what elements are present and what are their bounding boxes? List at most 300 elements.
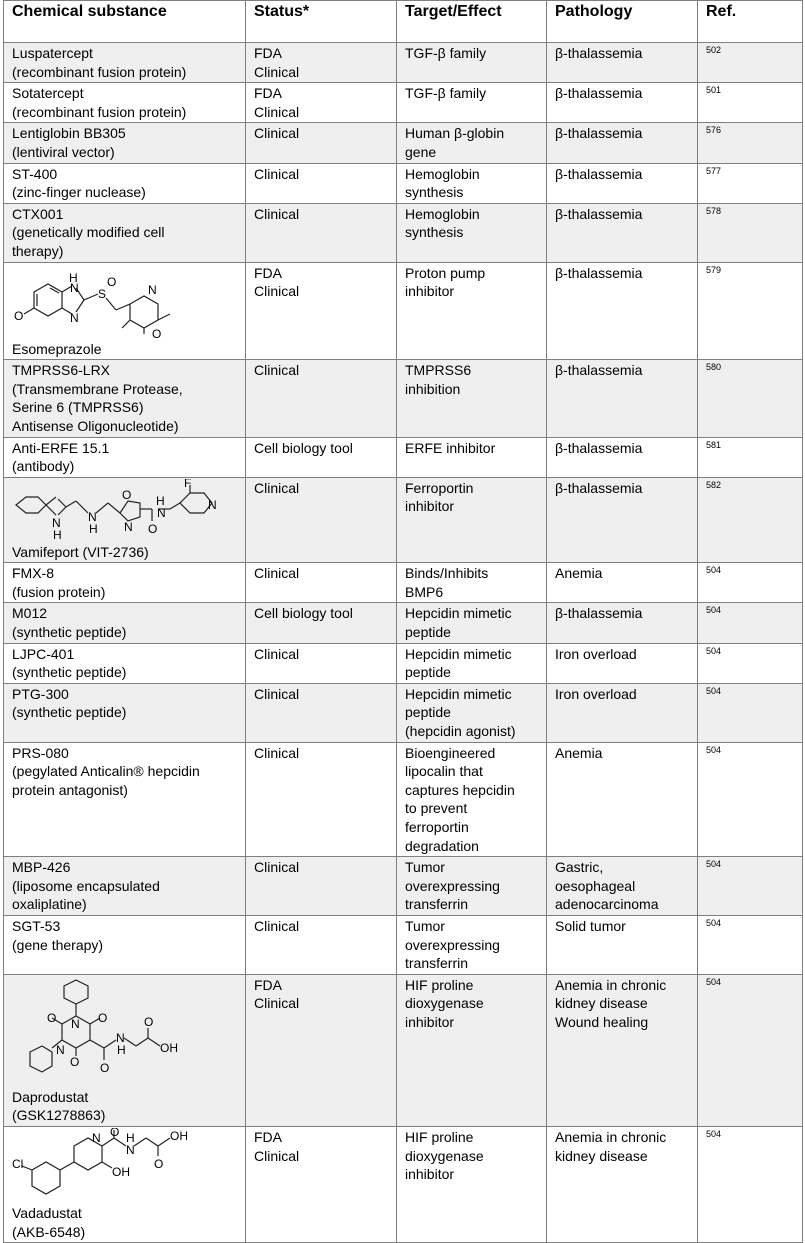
cell-pathology bbox=[547, 857, 698, 916]
cell-name bbox=[4, 974, 246, 1126]
cell-pathology bbox=[547, 974, 698, 1126]
target-line: Bioengineered bbox=[405, 744, 496, 761]
ref-number: 504 bbox=[706, 685, 722, 696]
cell-status bbox=[246, 123, 397, 163]
target-line: inhibition bbox=[405, 380, 461, 397]
header-row bbox=[4, 1, 803, 43]
ref-number: 501 bbox=[706, 85, 722, 96]
name-line: LJPC-401 bbox=[12, 645, 75, 662]
cell-name bbox=[4, 360, 246, 437]
status-line: Clinical bbox=[254, 283, 300, 300]
atom-label: N bbox=[88, 509, 97, 524]
pathology-line: Anemia bbox=[555, 565, 603, 582]
atom-label: O bbox=[122, 487, 132, 502]
atom-label: S bbox=[98, 286, 107, 301]
name-line: (AKB-6548) bbox=[12, 1223, 86, 1240]
name-line: M012 bbox=[12, 605, 48, 622]
table-row bbox=[4, 742, 803, 857]
target-line: transferrin bbox=[405, 955, 469, 972]
cell-ref bbox=[698, 477, 803, 563]
name-line: Daprodustat bbox=[12, 1088, 89, 1105]
ref-number: 504 bbox=[706, 917, 722, 928]
ref-number: 504 bbox=[706, 859, 722, 870]
pathology-line: adenocarcinoma bbox=[555, 896, 659, 913]
target-line: Hepcidin mimetic bbox=[405, 685, 512, 702]
atom-label: O bbox=[154, 1156, 164, 1171]
target-line: Hepcidin mimetic bbox=[405, 605, 512, 622]
header-chemical-substance: Chemical substance bbox=[4, 1, 246, 43]
cell-target bbox=[397, 437, 547, 477]
cell-name bbox=[4, 683, 246, 742]
name-line: Esomeprazole bbox=[12, 340, 102, 357]
ref-number: 576 bbox=[706, 125, 722, 136]
cell-pathology bbox=[547, 683, 698, 742]
target-line: peptide bbox=[405, 664, 451, 681]
pathology-line: Anemia in chronic bbox=[555, 976, 667, 993]
cell-target bbox=[397, 742, 547, 857]
cell-status bbox=[246, 477, 397, 563]
cell-target bbox=[397, 262, 547, 360]
cell-status bbox=[246, 974, 397, 1126]
target-line: ferroportin bbox=[405, 819, 469, 835]
ref-number: 504 bbox=[706, 605, 722, 616]
table-row bbox=[4, 262, 803, 360]
cell-status bbox=[246, 83, 397, 123]
vadadustat-structure bbox=[12, 1128, 212, 1204]
cell-pathology bbox=[547, 203, 698, 262]
cell-ref bbox=[698, 683, 803, 742]
cell-target bbox=[397, 360, 547, 437]
name-line: (antibody) bbox=[12, 458, 75, 475]
cell-ref bbox=[698, 123, 803, 163]
pathology-line: Solid tumor bbox=[555, 917, 626, 934]
cell-name bbox=[4, 857, 246, 916]
target-line: peptide bbox=[405, 624, 451, 641]
target-line: synthesis bbox=[405, 184, 464, 201]
atom-label: N bbox=[56, 1042, 65, 1057]
pathology-line: β-thalassemia bbox=[555, 165, 643, 182]
status-line: Clinical bbox=[254, 103, 300, 120]
cell-target bbox=[397, 477, 547, 563]
target-line: BMP6 bbox=[405, 583, 444, 600]
cell-ref bbox=[698, 563, 803, 603]
name-line: (liposome encapsulated bbox=[12, 877, 160, 894]
daprodustat-structure bbox=[12, 976, 212, 1088]
cell-ref bbox=[698, 43, 803, 83]
status-line: FDA bbox=[254, 1128, 282, 1145]
target-line: degradation bbox=[405, 837, 479, 854]
table-row bbox=[4, 123, 803, 163]
target-line: TGF-β family bbox=[405, 45, 487, 61]
cell-status bbox=[246, 360, 397, 437]
cell-name bbox=[4, 123, 246, 163]
name-line: Anti-ERFE 15.1 bbox=[12, 439, 110, 456]
target-line: dioxygenase bbox=[405, 1147, 484, 1164]
cell-status bbox=[246, 163, 397, 203]
target-line: Tumor bbox=[405, 859, 445, 876]
name-line: Sotatercept bbox=[12, 85, 84, 102]
atom-label: O bbox=[14, 308, 24, 323]
cell-name bbox=[4, 163, 246, 203]
cell-name bbox=[4, 1126, 246, 1242]
cell-pathology bbox=[547, 1126, 698, 1242]
name-line: (pegylated Anticalin® hepcidin bbox=[12, 763, 200, 780]
table-row bbox=[4, 603, 803, 643]
cell-target bbox=[397, 203, 547, 262]
name-line: (GSK1278863) bbox=[12, 1107, 106, 1124]
status-line: Clinical bbox=[254, 165, 300, 182]
cell-ref bbox=[698, 262, 803, 360]
cell-ref bbox=[698, 603, 803, 643]
name-line: (gene therapy) bbox=[12, 936, 104, 953]
status-line: Clinical bbox=[254, 859, 300, 876]
cell-status bbox=[246, 742, 397, 857]
pathology-line: kidney disease bbox=[555, 1147, 648, 1164]
target-line: Tumor bbox=[405, 917, 445, 934]
atom-label: O bbox=[110, 1127, 120, 1139]
cell-target bbox=[397, 643, 547, 683]
ref-number: 580 bbox=[706, 362, 722, 373]
atom-label: N bbox=[124, 519, 133, 534]
atom-label: N bbox=[70, 280, 79, 295]
cell-target bbox=[397, 123, 547, 163]
name-line: (lentiviral vector) bbox=[12, 143, 115, 160]
atom-label: O bbox=[47, 1010, 57, 1025]
ref-number: 581 bbox=[706, 439, 722, 450]
cell-target bbox=[397, 563, 547, 603]
cell-pathology bbox=[547, 43, 698, 83]
name-line: (synthetic peptide) bbox=[12, 704, 127, 721]
table-row bbox=[4, 360, 803, 437]
atom-label: N bbox=[116, 1030, 125, 1045]
name-line: SGT-53 bbox=[12, 917, 61, 934]
status-line: Cell biology tool bbox=[254, 605, 353, 622]
cell-name bbox=[4, 262, 246, 360]
target-line: HIF proline bbox=[405, 1128, 474, 1145]
name-line: ST-400 bbox=[12, 165, 58, 182]
cell-target bbox=[397, 1126, 547, 1242]
cell-target bbox=[397, 857, 547, 916]
cell-ref bbox=[698, 915, 803, 974]
ref-number: 577 bbox=[706, 165, 722, 176]
name-line: Antisense Oligonucleotide) bbox=[12, 417, 179, 434]
target-line: inhibitor bbox=[405, 283, 455, 300]
table-row bbox=[4, 915, 803, 974]
target-line: overexpressing bbox=[405, 877, 500, 894]
target-line: Human β-globin bbox=[405, 125, 505, 142]
name-line: (genetically modified cell bbox=[12, 224, 165, 241]
name-line: (recombinant fusion protein) bbox=[12, 103, 187, 120]
cell-ref bbox=[698, 203, 803, 262]
target-line: synthesis bbox=[405, 224, 464, 241]
name-line: protein antagonist) bbox=[12, 781, 128, 798]
cell-ref bbox=[698, 360, 803, 437]
atom-label: O bbox=[144, 1014, 154, 1029]
cell-status bbox=[246, 262, 397, 360]
cell-ref bbox=[698, 643, 803, 683]
cell-name bbox=[4, 742, 246, 857]
ref-number: 504 bbox=[706, 565, 722, 576]
atom-label: F bbox=[184, 478, 192, 490]
target-line: inhibitor bbox=[405, 1166, 455, 1183]
pathology-line: oesophageal bbox=[555, 877, 636, 894]
cell-ref bbox=[698, 742, 803, 857]
atom-label: N bbox=[208, 497, 217, 512]
atom-label: O bbox=[107, 274, 117, 289]
status-line: Clinical bbox=[254, 917, 300, 934]
atom-label: H bbox=[156, 493, 165, 508]
name-line: Vadadustat bbox=[12, 1204, 82, 1221]
target-line: TGF-β family bbox=[405, 85, 487, 102]
esomeprazole-structure bbox=[12, 264, 212, 340]
header-pathology: Pathology bbox=[547, 1, 698, 43]
atom-label: H bbox=[69, 270, 78, 285]
status-line: Clinical bbox=[254, 995, 300, 1012]
pathology-line: kidney disease bbox=[555, 995, 648, 1012]
target-line: Hemoglobin bbox=[405, 205, 480, 222]
name-line: (synthetic peptide) bbox=[12, 664, 127, 681]
cell-ref bbox=[698, 83, 803, 123]
pathology-line: β-thalassemia bbox=[555, 605, 643, 622]
cell-name bbox=[4, 203, 246, 262]
target-line: dioxygenase bbox=[405, 995, 484, 1012]
cell-name bbox=[4, 43, 246, 83]
status-line: Clinical bbox=[254, 744, 300, 761]
cell-status bbox=[246, 43, 397, 83]
cell-pathology bbox=[547, 563, 698, 603]
pathology-line: β-thalassemia bbox=[555, 125, 643, 142]
name-line: therapy) bbox=[12, 242, 64, 259]
target-line: TMPRSS6 bbox=[405, 362, 472, 379]
cell-target bbox=[397, 974, 547, 1126]
pathology-line: β-thalassemia bbox=[555, 45, 643, 61]
ref-number: 582 bbox=[706, 479, 722, 490]
status-line: Clinical bbox=[254, 205, 300, 222]
status-line: FDA bbox=[254, 85, 282, 102]
atom-label: OH bbox=[170, 1128, 188, 1143]
target-line: Proton pump bbox=[405, 264, 486, 281]
status-line: Cell biology tool bbox=[254, 439, 353, 456]
name-line: (Transmembrane Protease, bbox=[12, 380, 183, 397]
atom-label: N bbox=[92, 1130, 101, 1145]
status-line: Clinical bbox=[254, 362, 300, 379]
pathology-line: β-thalassemia bbox=[555, 362, 643, 379]
target-line: Binds/Inhibits bbox=[405, 565, 489, 582]
table-row bbox=[4, 857, 803, 916]
target-line: inhibitor bbox=[405, 1013, 455, 1030]
target-line: Hemoglobin bbox=[405, 165, 480, 182]
cell-name bbox=[4, 477, 246, 563]
atom-label: N bbox=[52, 515, 61, 530]
atom-label: H bbox=[53, 527, 62, 542]
cell-target bbox=[397, 603, 547, 643]
name-line: oxaliplatine) bbox=[12, 896, 87, 913]
cell-status bbox=[246, 915, 397, 974]
pathology-line: Iron overload bbox=[555, 685, 637, 702]
vamifeport-structure bbox=[12, 479, 227, 543]
atom-label: O bbox=[70, 1054, 80, 1069]
cell-ref bbox=[698, 857, 803, 916]
table-row bbox=[4, 163, 803, 203]
cell-status bbox=[246, 603, 397, 643]
target-line: lipocalin that bbox=[405, 763, 483, 780]
cell-pathology bbox=[547, 262, 698, 360]
target-line: Ferroportin bbox=[405, 479, 474, 496]
atom-label: N bbox=[71, 1016, 80, 1031]
cell-name bbox=[4, 83, 246, 123]
ref-number: 504 bbox=[706, 976, 722, 987]
cell-ref bbox=[698, 437, 803, 477]
atom-label: H bbox=[117, 1042, 126, 1057]
status-line: Clinical bbox=[254, 479, 300, 496]
atom-label: N bbox=[126, 1142, 135, 1157]
cell-pathology bbox=[547, 360, 698, 437]
name-line: (recombinant fusion protein) bbox=[12, 63, 187, 80]
target-line: to prevent bbox=[405, 800, 468, 817]
target-line: peptide bbox=[405, 704, 451, 721]
name-line: Serine 6 (TMPRSS6) bbox=[12, 399, 144, 416]
table-row bbox=[4, 437, 803, 477]
target-line: captures hepcidin bbox=[405, 781, 515, 798]
status-line: FDA bbox=[254, 264, 282, 281]
name-line: PRS-080 bbox=[12, 744, 69, 761]
cell-target bbox=[397, 915, 547, 974]
target-line: transferrin bbox=[405, 896, 469, 913]
target-line: ERFE inhibitor bbox=[405, 439, 496, 456]
cell-name bbox=[4, 643, 246, 683]
cell-status bbox=[246, 683, 397, 742]
cell-name bbox=[4, 437, 246, 477]
name-line: TMPRSS6-LRX bbox=[12, 362, 111, 379]
cell-pathology bbox=[547, 123, 698, 163]
cell-status bbox=[246, 1126, 397, 1242]
name-line: (synthetic peptide) bbox=[12, 624, 127, 641]
pathology-line: Wound healing bbox=[555, 1013, 649, 1030]
cell-target bbox=[397, 83, 547, 123]
pathology-line: Anemia bbox=[555, 744, 603, 761]
atom-label: N bbox=[70, 310, 79, 325]
cell-name bbox=[4, 915, 246, 974]
cell-pathology bbox=[547, 83, 698, 123]
atom-label: N bbox=[148, 282, 157, 297]
cell-pathology bbox=[547, 437, 698, 477]
table-row bbox=[4, 974, 803, 1126]
cell-target bbox=[397, 163, 547, 203]
cell-target bbox=[397, 683, 547, 742]
ref-number: 504 bbox=[706, 744, 722, 755]
table-row bbox=[4, 563, 803, 603]
cell-pathology bbox=[547, 477, 698, 563]
header-target-effect: Target/Effect bbox=[397, 1, 547, 43]
cell-name bbox=[4, 563, 246, 603]
name-line: CTX001 bbox=[12, 205, 64, 222]
pathology-line: β-thalassemia bbox=[555, 205, 643, 222]
atom-label: H bbox=[89, 521, 98, 536]
cell-ref bbox=[698, 974, 803, 1126]
target-line: gene bbox=[405, 143, 437, 160]
atom-label: OH bbox=[160, 1040, 178, 1055]
target-line: (hepcidin agonist) bbox=[405, 723, 516, 740]
cell-status bbox=[246, 857, 397, 916]
header-status: Status* bbox=[246, 1, 397, 43]
name-line: Vamifeport (VIT-2736) bbox=[12, 543, 149, 560]
name-line: FMX-8 bbox=[12, 565, 54, 582]
cell-name bbox=[4, 603, 246, 643]
pathology-line: β-thalassemia bbox=[555, 439, 643, 456]
status-line: Clinical bbox=[254, 125, 300, 142]
name-line: Luspatercept bbox=[12, 45, 93, 61]
cell-ref bbox=[698, 1126, 803, 1242]
pathology-line: β-thalassemia bbox=[555, 479, 643, 496]
ref-number: 504 bbox=[706, 645, 722, 656]
atom-label: O bbox=[148, 521, 158, 536]
name-line: (zinc-finger nuclease) bbox=[12, 184, 146, 201]
name-line: MBP-426 bbox=[12, 859, 71, 876]
target-line: HIF proline bbox=[405, 976, 474, 993]
target-line: Hepcidin mimetic bbox=[405, 645, 512, 662]
table-row bbox=[4, 477, 803, 563]
table-row bbox=[4, 1126, 803, 1242]
cell-status bbox=[246, 563, 397, 603]
cell-status bbox=[246, 437, 397, 477]
cell-pathology bbox=[547, 163, 698, 203]
atom-label: O bbox=[98, 1010, 108, 1025]
atom-label: OH bbox=[112, 1164, 130, 1179]
status-line: Clinical bbox=[254, 645, 300, 662]
cell-pathology bbox=[547, 915, 698, 974]
status-line: Clinical bbox=[254, 1147, 300, 1164]
table-row bbox=[4, 83, 803, 123]
name-line: (fusion protein) bbox=[12, 583, 106, 600]
status-line: FDA bbox=[254, 976, 282, 993]
ref-number: 504 bbox=[706, 1128, 722, 1139]
atom-label: H bbox=[126, 1130, 135, 1145]
status-line: Clinical bbox=[254, 685, 300, 702]
cell-pathology bbox=[547, 603, 698, 643]
cell-status bbox=[246, 643, 397, 683]
status-line: Clinical bbox=[254, 63, 300, 80]
cell-ref bbox=[698, 163, 803, 203]
target-line: inhibitor bbox=[405, 498, 455, 515]
table-row bbox=[4, 643, 803, 683]
pathology-line: Anemia in chronic bbox=[555, 1128, 667, 1145]
pathology-line: Gastric, bbox=[555, 859, 604, 876]
atom-label: O bbox=[152, 326, 162, 340]
cell-status bbox=[246, 203, 397, 262]
name-line: Lentiglobin BB305 bbox=[12, 125, 126, 142]
compound-table bbox=[3, 0, 803, 1243]
atom-label: Cl bbox=[12, 1156, 24, 1171]
ref-number: 502 bbox=[706, 45, 722, 55]
pathology-line: β-thalassemia bbox=[555, 85, 643, 102]
status-line: FDA bbox=[254, 45, 282, 61]
pathology-line: β-thalassemia bbox=[555, 264, 643, 281]
ref-number: 578 bbox=[706, 205, 722, 216]
cell-target bbox=[397, 43, 547, 83]
table-row bbox=[4, 683, 803, 742]
table-row bbox=[4, 203, 803, 262]
pathology-line: Iron overload bbox=[555, 645, 637, 662]
atom-label: O bbox=[100, 1060, 110, 1075]
table-row bbox=[4, 43, 803, 83]
ref-number: 579 bbox=[706, 264, 722, 275]
name-line: PTG-300 bbox=[12, 685, 69, 702]
atom-label: N bbox=[157, 505, 166, 520]
cell-pathology bbox=[547, 643, 698, 683]
status-line: Clinical bbox=[254, 565, 300, 582]
target-line: overexpressing bbox=[405, 936, 500, 953]
header-ref: Ref. bbox=[698, 1, 803, 43]
